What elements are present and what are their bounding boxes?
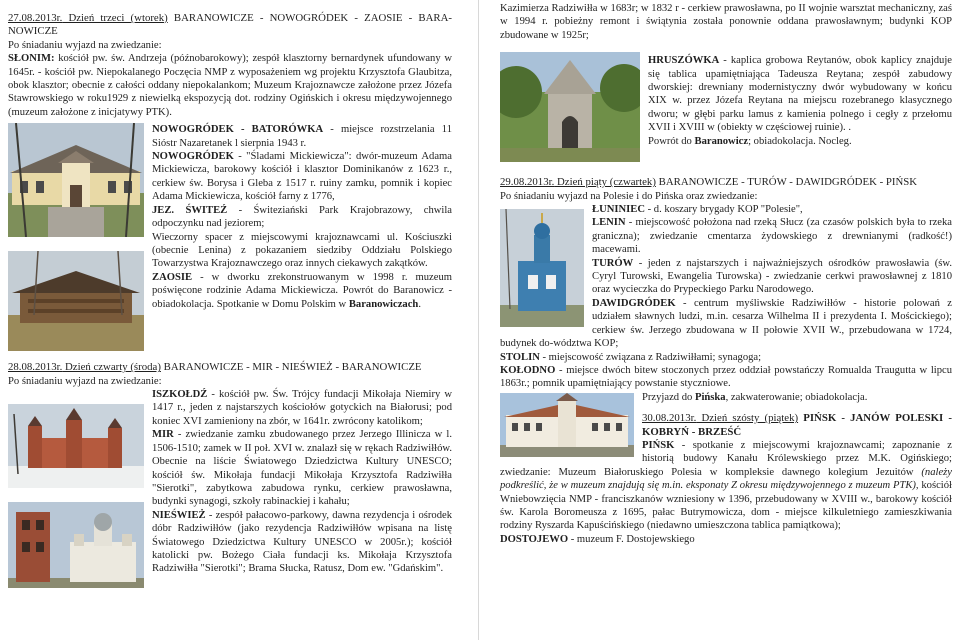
day3-intro: Po śniadaniu wyjazd na zwiedzanie:: [8, 39, 162, 51]
batorowka-text: - miejsce rozstrzelania 11 Sióstr Nazaretanek l sierpnia 1943 r.: [152, 124, 452, 149]
luniniec-name: ŁUNINIEC: [592, 204, 645, 216]
pinsk-museum-note: (należy podkreślić, że w muzeum znajdują się m.in. eksponaty Z okresu międzywojennego z muzeum PTK),: [500, 466, 952, 492]
mir-name: MIR: [152, 429, 174, 441]
pinsk-arrival-text: Przyjazd do Pińska, zakwaterowanie; obiadokolacja.: [642, 391, 868, 403]
kolodno-name: KOŁODNO: [500, 364, 556, 376]
switez-name: JEZ. ŚWITEŹ: [152, 204, 228, 216]
castle-winter-photo: [8, 404, 144, 488]
zaosie-text: - w dworku zrekonstruowanym w 1998 r. muzeum poświęcone rodzinie Adama Mickiewicza. Powrót do Baranowicz - obiadokolacja. Spotkanie w Domu Polskim w: [152, 271, 452, 310]
niesviezh-name: NIEŚWIEŻ: [152, 509, 206, 521]
day5-heading: [500, 176, 952, 189]
day5-intro: Po śniadaniu wyjazd na Polesie i do Pińska oraz zwiedzanie:: [500, 190, 758, 202]
blue-orthodox-church-photo: [500, 209, 584, 327]
slonim-text: kościół pw. św. Andrzeja (późnobarokowy); zespół klasztorny bernardynek ufundowany w 1645r. - kościół pw. Niepokalanego Poczęcia NMP z wyposażeniem wg projektu Krzysztofa Glaubitza, obok klasztor; obecnie z całości oddany niepokalankom; Muzeum Krajoznawcze założone przez Józefa Stawrowskiego w roku1929 z niewielką ekspozycją dot. rodziny Ogińskich i okresu międzywojennego (muzeum założone z inicjatywy PTK).: [8, 53, 452, 118]
day6-title: Dzień szósty (piątek): [696, 412, 799, 425]
zaosie-paragraph: ZAOSIE - w dworku zrekonstruowanym w 1998 r. muzeum poświęcone rodzinie Adama Mickiewicza. Powrót do Baranowicz - obiadokolacja. Spotkanie w Domu Polskim w Baranowiczach.: [152, 271, 452, 310]
mir-text: - zwiedzanie zamku zbudowanego przez Jerzego Illinicza w l. 1506-1510; zamek w II poł. XVI w. znalazł się w rękach Radziwiłłów. Obecnie na liście Światowego Dziedzictwa Kultury UNESCO; kościół św. Mikołaja fundacji Mikołaja Krzysztofa Radziwiłła "Sierotki", zabytkowa zabudowa rynku, cerkiew prawosławna, budynki synagogi, szkoły rabinackiej i kahału;: [152, 429, 452, 508]
day4-title: Dzień czwarty (środa): [62, 361, 161, 374]
hruszowka-name: HRUSZÓWKA: [648, 55, 720, 67]
day3-title: Dzień trzeci (wtorek): [62, 12, 168, 24]
stolin-name: STOLIN: [500, 351, 540, 363]
radziwill-continuation-text: Kazimierza Radziwiłła w 1683r; w 1832 r - cerkiew prawosławna, po II wojnie warsztat mechaniczny, zaś w 1994 r. pobieżny remont i świątynia została ponownie oddana prawosławnym; budynki KOP zbudowane w 1925r;: [500, 3, 952, 41]
kolodno-text: - miejsce dwóch bitew stoczonych przez oddział powstańczy Romualda Traugutta w lipcu 1863r.; pomnik upamiętniający powstanie styczniowe.: [500, 364, 952, 390]
kolodno-paragraph: [500, 364, 952, 391]
evening-walk-text: Wieczorny spacer z miejscowymi krajoznawcami ul. Kościuszki (obecnie Lenina) z pokazaniem siedziby Oddziału Polskiego Towarzystwa Krajoznawczego oraz innych ciekawych zakątków.: [152, 231, 452, 270]
dawidgrodek-text: - centrum myśliwskie Radziwiłłów - historie polowań z udziałem sławnych ludzi, m.in. cesarza Wilhelma II i prezydenta I. Mościckiego); cerkiew św. Jerzego zbudowana w II połowie XVII W., przebudowana w 1724, budynek do-wództwa KOP;: [500, 297, 952, 350]
day4-date: 28.08.2013r.: [8, 361, 63, 374]
iszkoldz-name: ISZKOŁDŹ: [152, 389, 208, 401]
day3-date: 27.08.2013r.: [8, 12, 63, 24]
day4-intro: Po śniadaniu wyjazd na zwiedzanie:: [8, 375, 162, 387]
pinsk-text: - spotkanie z miejscowymi krajoznawcami; zapoznanie z historią budowy Kanału Królewskiego przez M.K. Ogińskiego; zwiedzanie: Muzeum Białoruskiego Polesia w kompleksie dawnego kolegium Jezuitów: [500, 439, 952, 478]
batorowka-name: NOWOGRÓDEK - BATORÓWKA: [152, 124, 324, 136]
hruszowka-text: - kaplica grobowa Reytanów, obok kaplicy znajduje się tablica upamiętniająca Tadeusza Reytana; zespół zabudowy dworskiej: drewniany modernistyczny dwór wybudowany w końcu XIX w. przez Józefa Reytana na miejscu rozebranego klasycznego dworu; w głębi parku lamus z kamienia polnego i cegły z przełomu XVII i XVIII w (obiekty w częściowej ruinie). .: [648, 55, 952, 134]
pinsk-arrival-name: Pińska: [694, 391, 726, 403]
day6-date: 30.08.2013r.: [642, 412, 697, 425]
manor-house-photo: [8, 123, 144, 237]
dostojewo-name: DOSTOJEWO: [500, 533, 569, 545]
day5-title: Dzień piąty (czwartek): [554, 176, 656, 189]
day5-route: BARANOWICZE - TURÓW - DAWIDGRÓDEK - PIŃSK: [655, 176, 918, 189]
baranowicze-name: Baranowiczach: [348, 298, 419, 310]
day6-route: PIŃSK - JANÓW POLESKI - KOBRYŃ - BRZEŚĆ: [642, 412, 952, 438]
turow-text: - jeden z najstarszych i najważniejszych ośrodków prawosławia (św. Cyryl Turowski, Ewangelia Turowska) - zwiedzanie cerkwi prawosławnej z 1810 oraz wycieczka do Prypeckiego Parku Narodowego.: [592, 257, 952, 296]
day3-heading: [8, 12, 452, 39]
tower-and-church-photo: [8, 502, 144, 588]
niesviezh-text: - zespół pałacowo-parkowy, dawna rezydencja i ośrodek dóbr Radziwiłłów (jako rezydencja Radziwiłłów wpisana na listę Światowego Dziedzictwa Kultury UNESCO w 2005r.); kościół katolicki pw. Bożego Ciała fundacji ks. Mikołaja Krzysztofa Radziwiłła "Sierotki"; Brama Słucka, Ratusz, Dom ew. "Gdańskim".: [152, 509, 452, 575]
right-column: [500, 0, 952, 546]
turow-name: TURÓW: [592, 257, 634, 269]
dostojewo-paragraph: [500, 533, 952, 546]
zaosie-name: ZAOSIE: [152, 271, 193, 283]
nowogrodek-text: - "Śladami Mickiewicza": dwór-muzeum Adama Mickiewicza, barokowy kościół i klasztor Dominikanów z 1623 r., cerkiew św. Borysa i Gleba z 1517 r. ruiny zamku, pomnik i kopiec Adama Mickiewicza, kościół farny z 1776,: [152, 151, 452, 203]
pinsk-name: PIŃSK: [642, 439, 675, 451]
day4-heading: [8, 361, 452, 374]
pinsk-text-continued: kościół Wniebowzięcia NMP - franciszkanów wzniesiony w 1396, przebudowany w XVIII w., barokowy kościół św. Karola Boromeusza z 1695, pałac Butrymowicza, dom - miejsce kilkuletniego zamieszkiwania rodziny Ryszarda Kapuścińskiego (niedawno umieszczona tablica pamiątkowa);: [500, 480, 952, 532]
gothic-chapel-photo: [500, 52, 640, 162]
wooden-granary-photo: [8, 251, 144, 351]
stolin-paragraph: [500, 351, 952, 364]
lenin-text: - miejscowość położona nad rzeką Słucz (za czasów polskich była to rzeka graniczna); zwiedzanie cmentarza żydowskiego z drewnianymi (radkość!) macewami.: [592, 217, 952, 256]
lenin-name: LENIN: [592, 217, 626, 229]
nowogrodek-name: NOWOGRÓDEK: [152, 151, 234, 163]
dostojewo-text: - muzeum F. Dostojewskiego: [568, 533, 695, 545]
day4-route: BARANOWICZE - MIR - NIEŚWIEŻ - BARANOWICZE: [160, 361, 422, 374]
switez-text: - Świteziański Park Krajobrazowy, chwila odpoczynku nad jeziorem;: [152, 204, 452, 230]
jesuit-college-photo: [500, 393, 634, 457]
day5-date: 29.08.2013r.: [500, 176, 555, 189]
left-column: [8, 0, 452, 590]
return-baranowicze-text: Powrót do Baranowicz; obiadokolacja. Nocleg.: [648, 135, 852, 147]
stolin-text: - miejscowość związana z Radziwiłłami; synagoga;: [539, 351, 762, 363]
day3-route: BARANOWICZE - NOWOGRÓDEK - ZAOSIE - BARA-NOWICZE: [8, 12, 452, 38]
iszkoldz-text: - kościół pw. Św. Trójcy fundacji Mikołaja Niemiry w 1417 r., jeden z najstarszych kościołów gotyckich na Białorusi; pod koniec XVI zamieniony na zbór, w 1641r. zwrócony katolikom;: [152, 389, 452, 427]
slonim-paragraph: [8, 52, 452, 119]
baranowicze-return-name: Baranowicz: [694, 135, 749, 147]
slonim-name: SŁONIM:: [8, 53, 55, 65]
dawidgrodek-name: DAWIDGRÓDEK: [592, 297, 676, 309]
column-divider: [478, 0, 479, 640]
luniniec-text: - d. koszary brygady KOP "Polesie",: [644, 204, 803, 216]
